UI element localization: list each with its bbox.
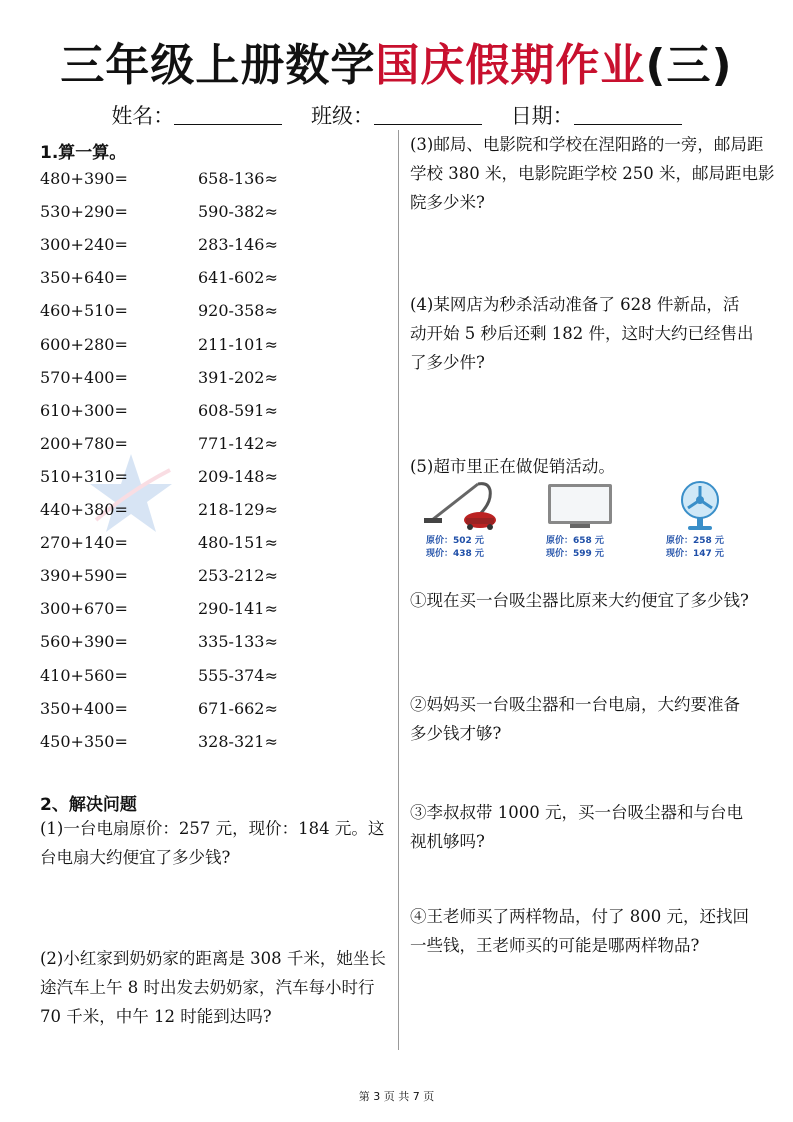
calc-estimate: 920-358≈ <box>198 301 278 321</box>
column-divider <box>398 130 399 1050</box>
calc-addition: 350+400= <box>40 698 128 718</box>
calc-addition: 300+670= <box>40 599 128 619</box>
calc-addition: 600+280= <box>40 334 128 354</box>
calc-addition: 410+560= <box>40 665 128 685</box>
calc-addition: 300+240= <box>40 235 128 255</box>
title-part-homework: 国庆假期作业 <box>375 40 646 91</box>
calc-estimate: 480-151≈ <box>198 533 278 553</box>
section1-title: 1.算一算。 <box>40 143 127 163</box>
tv-original-price: 原价：658 元 <box>546 536 604 546</box>
question-2: (2)小红家到奶奶家的距离是 308 千米，她坐长途汽车上午 8 时出发去奶奶家，汽车每小时行 70 千米，中午 12 时能到达吗? <box>40 949 386 1026</box>
calc-addition: 350+640= <box>40 268 128 288</box>
calc-estimate: 290-141≈ <box>198 599 278 619</box>
watermark-star-icon <box>86 450 176 540</box>
vacuum-current-price: 现价：438 元 <box>426 549 484 559</box>
calc-estimate: 209-148≈ <box>198 466 278 486</box>
tv-icon <box>540 480 620 532</box>
calc-addition: 200+780= <box>40 433 128 453</box>
title-part-number: (三) <box>645 40 733 91</box>
class-blank[interactable] <box>374 104 482 125</box>
calc-estimate: 641-602≈ <box>198 268 278 288</box>
calc-estimate: 555-374≈ <box>198 665 278 685</box>
calc-addition: 450+350= <box>40 731 128 751</box>
sub-question-1: ①现在买一台吸尘器比原来大约便宜了多少钱? <box>410 591 749 610</box>
sub-question-4: ④王老师买了两样物品，付了 800 元，还找回一些钱，王老师买的可能是哪两样物品? <box>410 907 749 955</box>
calc-addition: 480+390= <box>40 169 128 188</box>
calc-estimate: 590-382≈ <box>198 202 278 222</box>
calc-estimate: 328-321≈ <box>198 731 278 751</box>
student-info <box>0 102 793 130</box>
calc-estimate: 771-142≈ <box>198 433 278 453</box>
page-footer: 第 3 页 共 7 页 <box>358 1090 435 1103</box>
calc-addition: 510+310= <box>40 466 128 486</box>
calc-estimate: 335-133≈ <box>198 632 278 652</box>
class-label: 班级： <box>311 104 374 128</box>
date-blank[interactable] <box>574 104 682 125</box>
calc-addition: 440+380= <box>40 500 128 519</box>
name-label: 姓名： <box>111 104 175 128</box>
question-4: (4)某网店为秒杀活动准备了 628 件新品，活动开始 5 秒后还剩 182 件，这时大约已经售出了多少件? <box>410 295 754 372</box>
sub-question-2: ②妈妈买一台吸尘器和一台电扇，大约要准备多少钱才够? <box>410 695 740 743</box>
calc-estimate: 218-129≈ <box>198 500 278 519</box>
vacuum-price <box>426 535 484 561</box>
calc-estimate: 391-202≈ <box>198 367 278 387</box>
calc-estimate: 608-591≈ <box>198 400 278 420</box>
calc-estimate: 658-136≈ <box>198 169 278 188</box>
question-1: (1)一台电扇原价：257 元，现价：184 元。这台电扇大约便宜了多少钱? <box>40 819 385 867</box>
calc-estimate: 211-101≈ <box>198 334 278 354</box>
vacuum-icon <box>420 480 500 532</box>
fan-price <box>666 535 724 561</box>
calc-estimate: 671-662≈ <box>198 698 278 718</box>
fan-current-price: 现价：147 元 <box>666 549 724 559</box>
product-fan <box>660 480 760 570</box>
section2-title: 2、解决问题 <box>40 795 137 815</box>
calc-addition: 460+510= <box>40 301 128 321</box>
product-tv <box>540 480 640 570</box>
title-part-grade: 三年级上册数学 <box>60 40 376 91</box>
calc-addition: 570+400= <box>40 367 128 387</box>
calc-addition: 270+140= <box>40 533 128 553</box>
calc-addition: 560+390= <box>40 632 128 652</box>
name-blank[interactable] <box>174 104 282 125</box>
calc-addition: 530+290= <box>40 202 128 222</box>
calc-estimate: 253-212≈ <box>198 566 278 586</box>
question-3: (3)邮局、电影院和学校在涅阳路的一旁，邮局距学校 380 米，电影院距学校 250 米，邮局距电影院多少米? <box>410 135 775 212</box>
tv-current-price: 现价：599 元 <box>546 549 604 559</box>
product-vacuum <box>420 480 520 570</box>
calc-addition: 390+590= <box>40 566 128 586</box>
calc-estimate: 283-146≈ <box>198 235 278 255</box>
sub-question-3: ③李叔叔带 1000 元，买一台吸尘器和与台电视机够吗? <box>410 803 743 851</box>
fan-original-price: 原价：258 元 <box>666 536 724 546</box>
page-title <box>0 38 793 94</box>
date-label: 日期： <box>510 104 574 128</box>
question-5: (5)超市里正在做促销活动。 <box>410 457 615 476</box>
vacuum-original-price: 原价：502 元 <box>426 536 484 546</box>
calc-addition: 610+300= <box>40 400 128 420</box>
tv-price <box>546 535 604 561</box>
product-panel <box>410 480 750 570</box>
fan-icon <box>660 480 740 532</box>
